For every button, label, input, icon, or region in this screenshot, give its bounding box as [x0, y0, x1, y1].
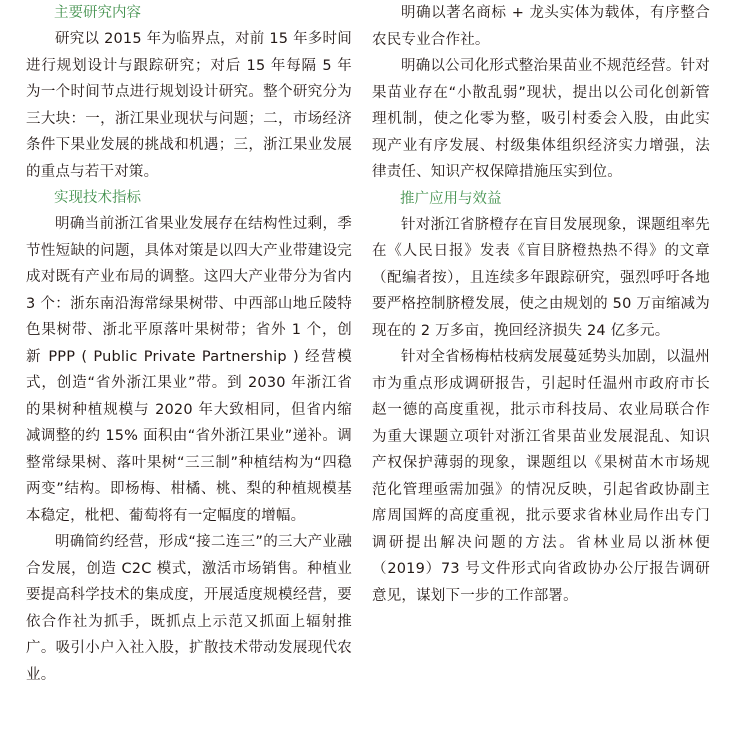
paragraph: 明确以著名商标 + 龙头实体为载体，有序整合农民专业合作社。: [372, 5, 710, 48]
paragraph: 研究以 2015 年为临界点，对前 15 年多时间进行规划设计与跟踪研究；对后 15 年每隔 5 年为一个时间节点进行规划设计研究。整个研究分为三大块：一，浙江果业现状与问题；二，市场经济条件下果业发展的挑战和机遇；三，浙江果业发展的重点与若干对策。: [26, 31, 352, 180]
section-heading-application-benefits: 推广应用与效益: [400, 190, 502, 207]
section-heading-research-content: 主要研究内容: [54, 5, 141, 21]
paragraph: 明确当前浙江省果业发展存在结构性过剩，季节性短缺的问题，具体对策是以四大产业带建设完成对既有产业布局的调整。这四大产业带分为省内 3 个：浙东南沿海常绿果树带、中西部山地丘陵特色果树带、浙北平原落叶果树带；省外 1 个，创新 PPP ( Public Private Partnership ) 经营模式，创造“省外浙江果业”带。到 2030 年浙江省的果树种植规模与 2020 年大致相同，但省内缩减调整的约 15% 面积由“省外浙江果业”递补。调整常绿果树、落叶果树“三三制”种植结构为“四稳两变”结构。即杨梅、柑橘、桃、梨的种植规模基本稳定，枇杷、葡萄将有一定幅度的增幅。: [26, 216, 352, 524]
paragraph: 针对全省杨梅枯枝病发展蔓延势头加剧，以温州市为重点形成调研报告，引起时任温州市政府市长赵一德的高度重视，批示市科技局、农业局联合作为重大课题立项针对浙江省果苗业发展混乱、知识产权保护薄弱的现象，课题组以《果树苗木市场规范化管理亟需加强》的情况反映，引起省政协副主席周国辉的高度重视，批示要求省林业局作出专门调研提出解决问题的方法。省林业局以浙林便（2019）73 号文件形式向省政协办公厅报告调研意见，谋划下一步的工作部署。: [372, 349, 710, 604]
paragraph: 明确简约经营，形成“接二连三”的三大产业融合发展，创造 C2C 模式，激活市场销售。种植业要提高科学技术的集成度，开展适度规模经营，要依合作社为抓手，既抓点上示范又抓面上辐射推广。吸引小户入社入股，扩散技术带动发展现代农业。: [26, 534, 352, 683]
right-column: [372, 0, 710, 609]
paragraph: 针对浙江省脐橙存在盲目发展现象，课题组率先在《人民日报》发表《盲目脐橙热热不得》的文章（配编者按），且连续多年跟踪研究，强烈呼吁各地要严格控制脐橙发展，使之由规划的 50 万亩缩减为现在的 2 万多亩，挽回经济损失 24 亿多元。: [372, 216, 710, 339]
section-heading-technical-indicators: 实现技术指标: [54, 190, 141, 206]
paragraph: 明确以公司化形式整治果苗业不规范经营。针对果苗业存在“小散乱弱”现状，提出以公司化创新管理机制，使之化零为整，吸引村委会入股，由此实现产业有序发展、村级集体组织经济实力增强，法律责任、知识产权保障措施压实到位。: [372, 58, 710, 180]
left-column: [26, 0, 352, 688]
